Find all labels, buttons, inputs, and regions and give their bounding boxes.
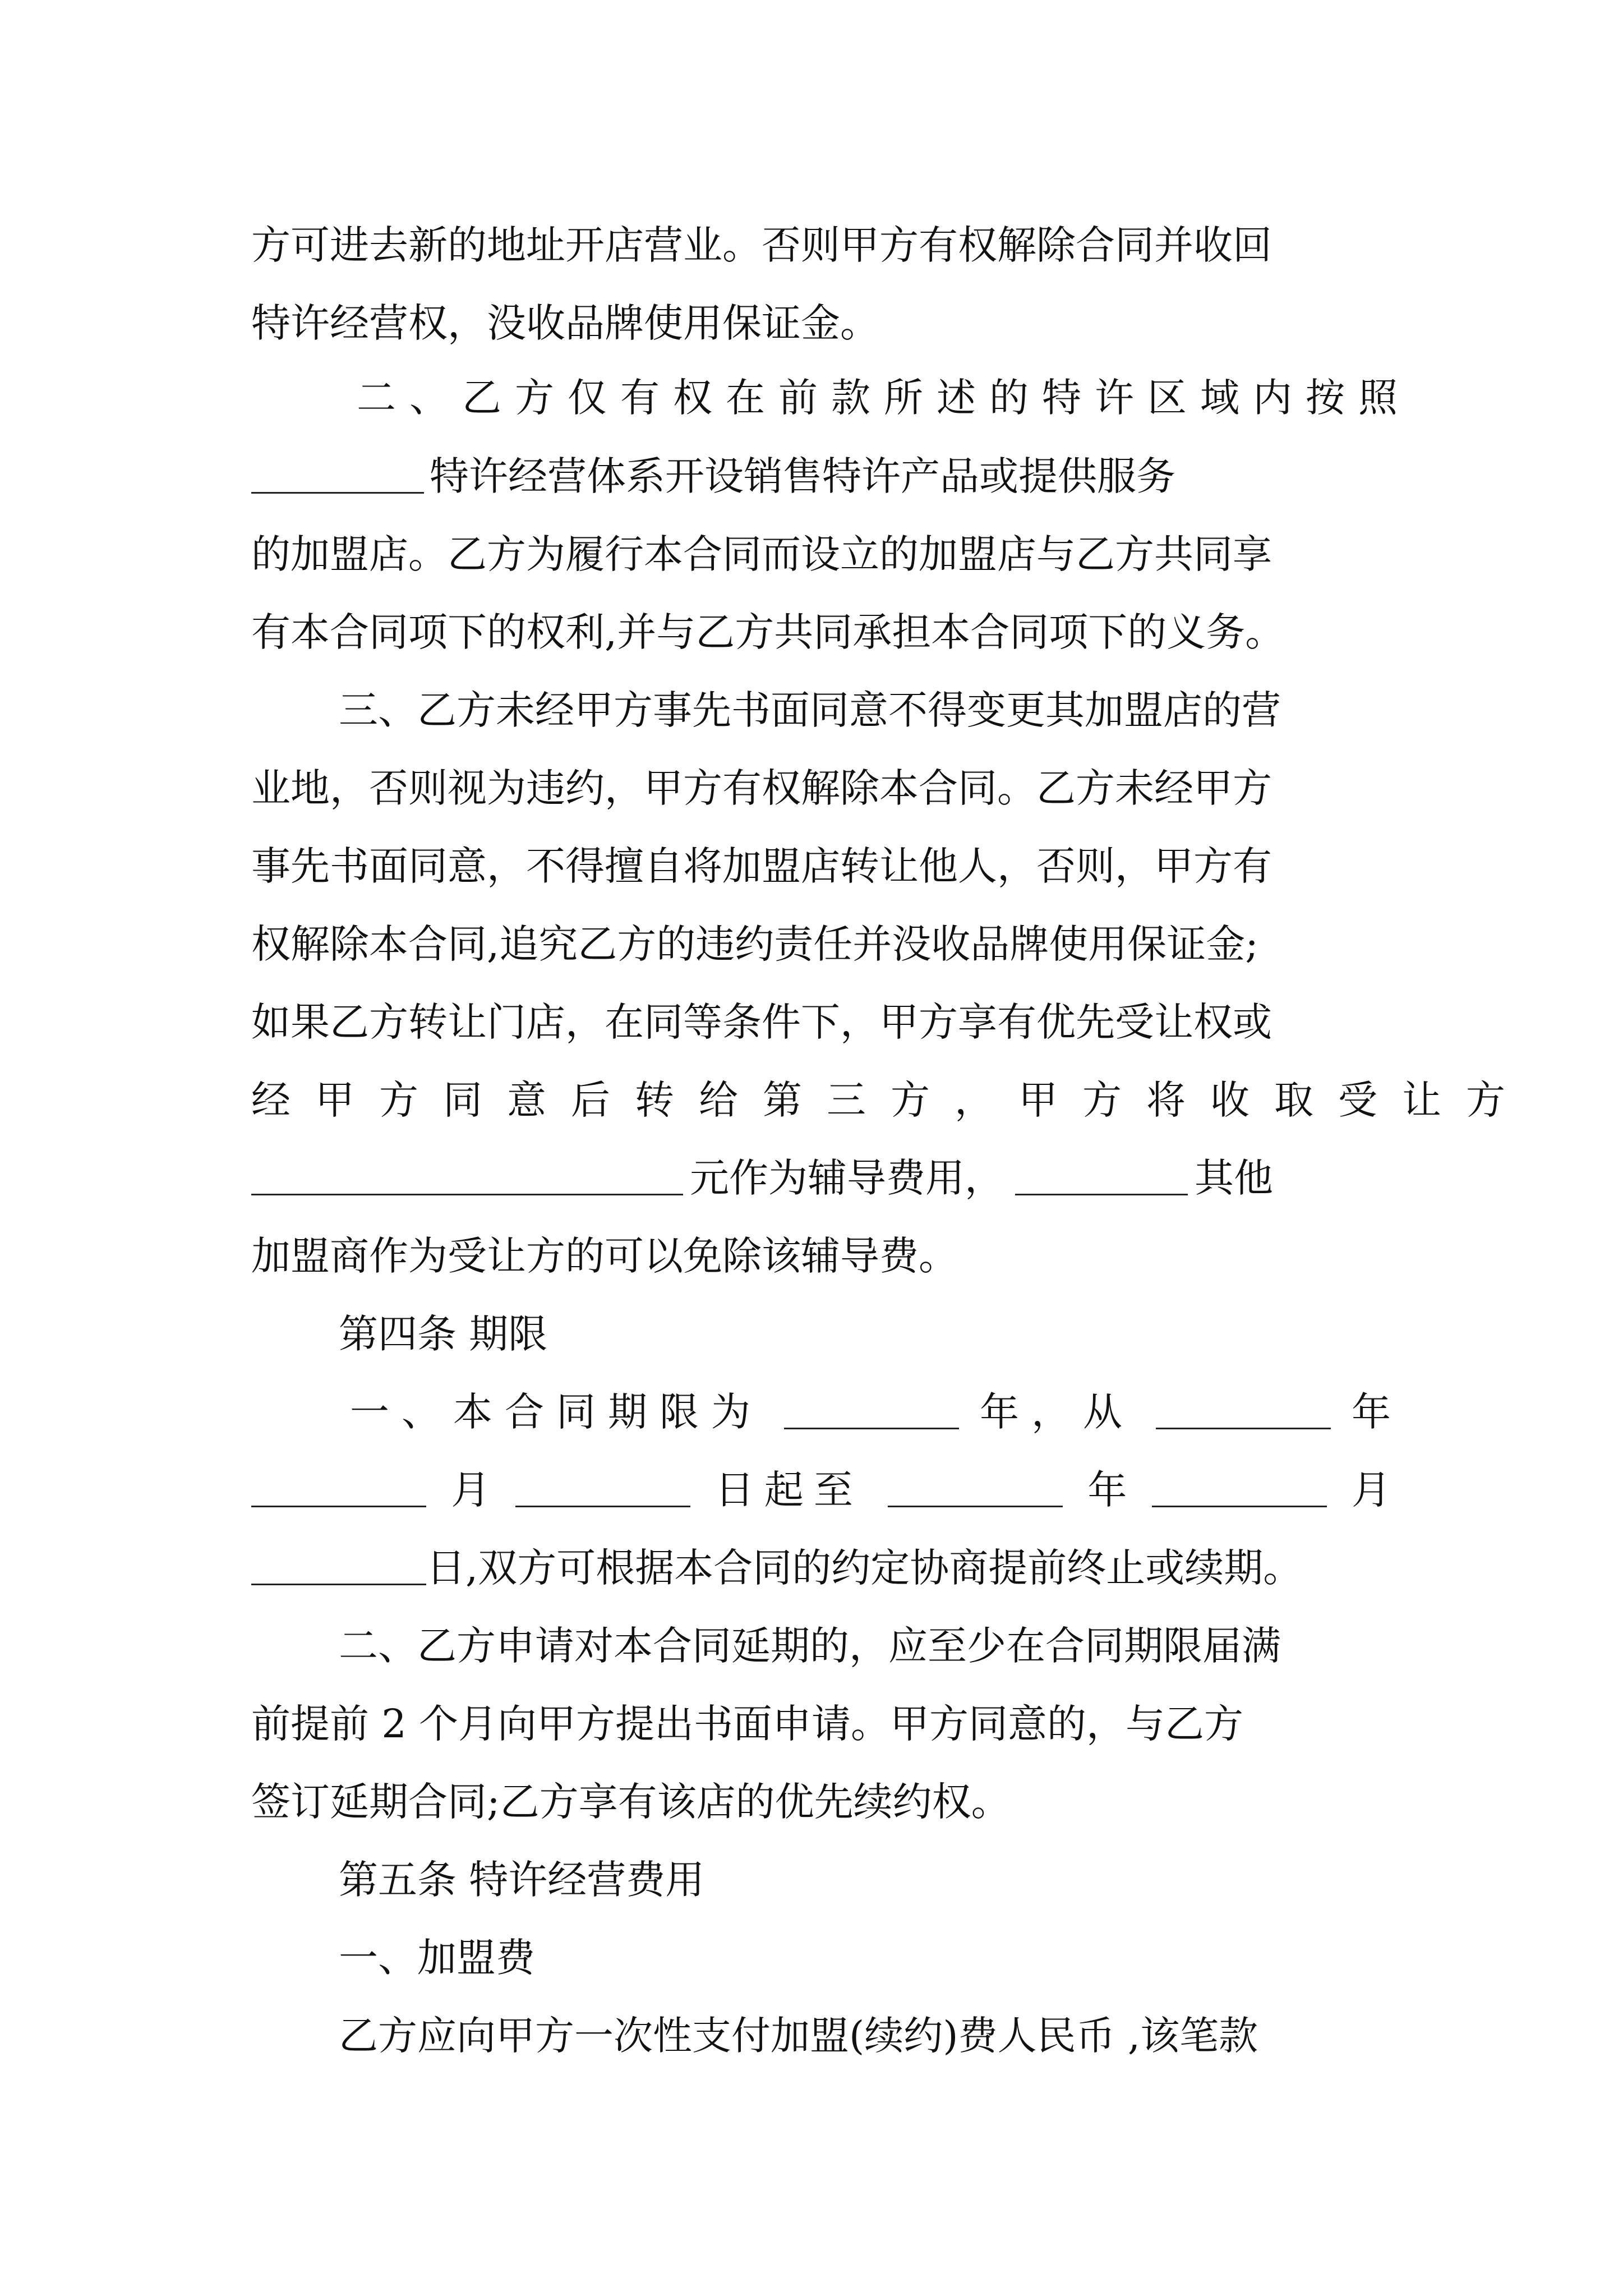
blank-field — [888, 1473, 1063, 1507]
blank-field — [1015, 1161, 1188, 1195]
clause-3-line: 三、乙方未经甲方事先书面同意不得变更其加盟店的营 — [339, 687, 1281, 733]
term-text: 年，从 — [980, 1389, 1135, 1435]
term-line-2 — [251, 1451, 1391, 1529]
term-text: 日起至 — [714, 1467, 863, 1513]
blank-field — [515, 1473, 690, 1507]
term-line-1 — [350, 1373, 1391, 1451]
term-text: 月 — [1351, 1467, 1391, 1513]
paragraph-line: 前提前 2 个月向甲方提出书面申请。甲方同意的，与乙方 — [251, 1701, 1244, 1747]
term-text: 月 — [451, 1467, 491, 1513]
term-text: 日,双方可根据本合同的约定协商提前终止或续期。 — [426, 1545, 1303, 1591]
term-text: 年 — [1087, 1467, 1127, 1513]
clause-text: 特许经营体系开设销售特许产品或提供服务 — [430, 453, 1175, 499]
paragraph-line: 权解除本合同,追究乙方的违约责任并没收品牌使用保证金; — [251, 921, 1258, 967]
paragraph-line: 特许经营权，没收品牌使用保证金。 — [251, 300, 879, 346]
paragraph-line: 乙方应向甲方一次性支付加盟(续约)费人民币 ,该笔款 — [339, 2013, 1258, 2059]
renewal-line: 二、乙方申请对本合同延期的，应至少在合同期限届满 — [339, 1623, 1281, 1669]
paragraph-line: 加盟商作为受让方的可以免除该辅导费。 — [251, 1233, 958, 1279]
paragraph-line: 的加盟店。乙方为履行本合同而设立的加盟店与乙方共同享 — [251, 531, 1272, 577]
paragraph-line: 方可进去新的地址开店营业。否则甲方有权解除合同并收回 — [251, 222, 1272, 268]
clause-2-line-2 — [251, 438, 1175, 516]
paragraph-line: 业地，否则视为违约，甲方有权解除本合同。乙方未经甲方 — [251, 765, 1272, 811]
fee-text: 元作为辅导费用， — [690, 1155, 1004, 1201]
paragraph-line: 签订延期合同;乙方享有该店的优先续约权。 — [251, 1779, 1011, 1825]
paragraph-line: 如果乙方转让门店，在同等条件下，甲方享有优先受让权或 — [251, 999, 1272, 1045]
term-text: 一、本合同期限为 — [350, 1389, 763, 1435]
paragraph-line: 经甲方同意后转给第三方，甲方将收取受让方 — [251, 1077, 1530, 1123]
paragraph-line: 事先书面同意，不得擅自将加盟店转让他人，否则，甲方有 — [251, 843, 1272, 889]
blank-field — [1156, 1395, 1331, 1429]
article-5-heading: 第五条 特许经营费用 — [339, 1857, 705, 1903]
term-line-3 — [251, 1529, 1302, 1607]
paragraph-line: 有本合同项下的权利,并与乙方共同承担本合同项下的义务。 — [251, 609, 1285, 655]
blank-field — [1152, 1473, 1327, 1507]
subsection-heading: 一、加盟费 — [339, 1935, 535, 1981]
blank-field — [784, 1395, 959, 1429]
blank-field — [251, 1551, 426, 1585]
term-text: 年 — [1352, 1389, 1391, 1435]
fee-line — [251, 1139, 1273, 1217]
blank-field — [251, 459, 424, 494]
blank-field — [251, 1161, 683, 1195]
clause-2-line: 二、乙方仅有权在前款所述的特许区域内按照 — [357, 375, 1411, 421]
fee-text-end: 其他 — [1195, 1155, 1273, 1201]
article-4-heading: 第四条 期限 — [339, 1311, 548, 1357]
blank-field — [251, 1473, 426, 1507]
